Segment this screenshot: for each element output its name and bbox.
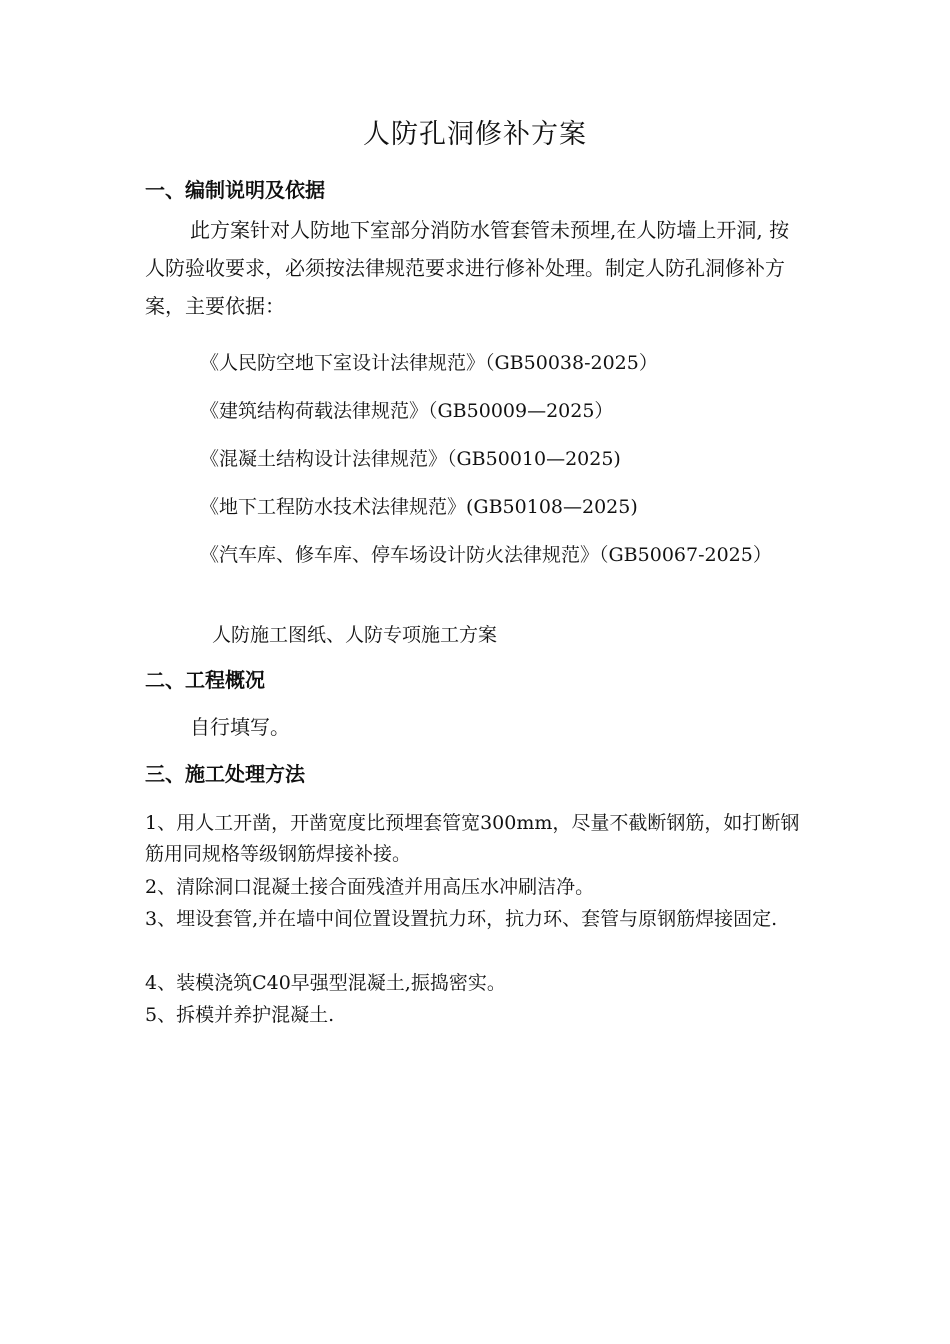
reference-item: 《汽车库、修车库、停车场设计防火法律规范》（GB50067-2025） [200, 544, 772, 566]
reference-item: 《地下工程防水技术法律规范》(GB50108—2025) [200, 496, 638, 518]
method-step: 4、装模浇筑C40早强型混凝土,振捣密实。 [145, 972, 506, 994]
reference-item: 《人民防空地下室设计法律规范》（GB50038-2025） [200, 352, 658, 374]
method-step: 3、埋设套管,并在墙中间位置设置抗力环，抗力环、套管与原钢筋焊接固定. [145, 908, 778, 930]
method-step: 1、用人工开凿，开凿宽度比预埋套管宽300mm，尽量不截断钢筋，如打断钢筋用同规格等级钢筋焊接补接。 [145, 812, 800, 865]
section-heading-method: 三、施工处理方法 [145, 762, 305, 786]
document-title: 人防孔洞修补方案 [363, 119, 587, 150]
section-heading-basis: 一、编制说明及依据 [145, 178, 325, 202]
method-step: 5、拆模并养护混凝土. [145, 1004, 335, 1026]
overview-text: 自行填写。 [190, 715, 290, 739]
reference-item: 《混凝土结构设计法律规范》（GB50010—2025) [200, 448, 621, 470]
section-heading-overview: 二、工程概况 [145, 668, 265, 692]
reference-item: 《建筑结构荷载法律规范》（GB50009—2025） [200, 400, 614, 422]
reference-extra: 人防施工图纸、人防专项施工方案 [212, 624, 498, 646]
method-step: 2、清除洞口混凝土接合面残渣并用高压水冲刷洁净。 [145, 876, 595, 898]
intro-paragraph: 此方案针对人防地下室部分消防水管套管未预埋,在人防墙上开洞, 按人防验收要求，必须按法律规范要求进行修补处理。制定人防孔洞修补方案，主要依据： [145, 218, 790, 318]
